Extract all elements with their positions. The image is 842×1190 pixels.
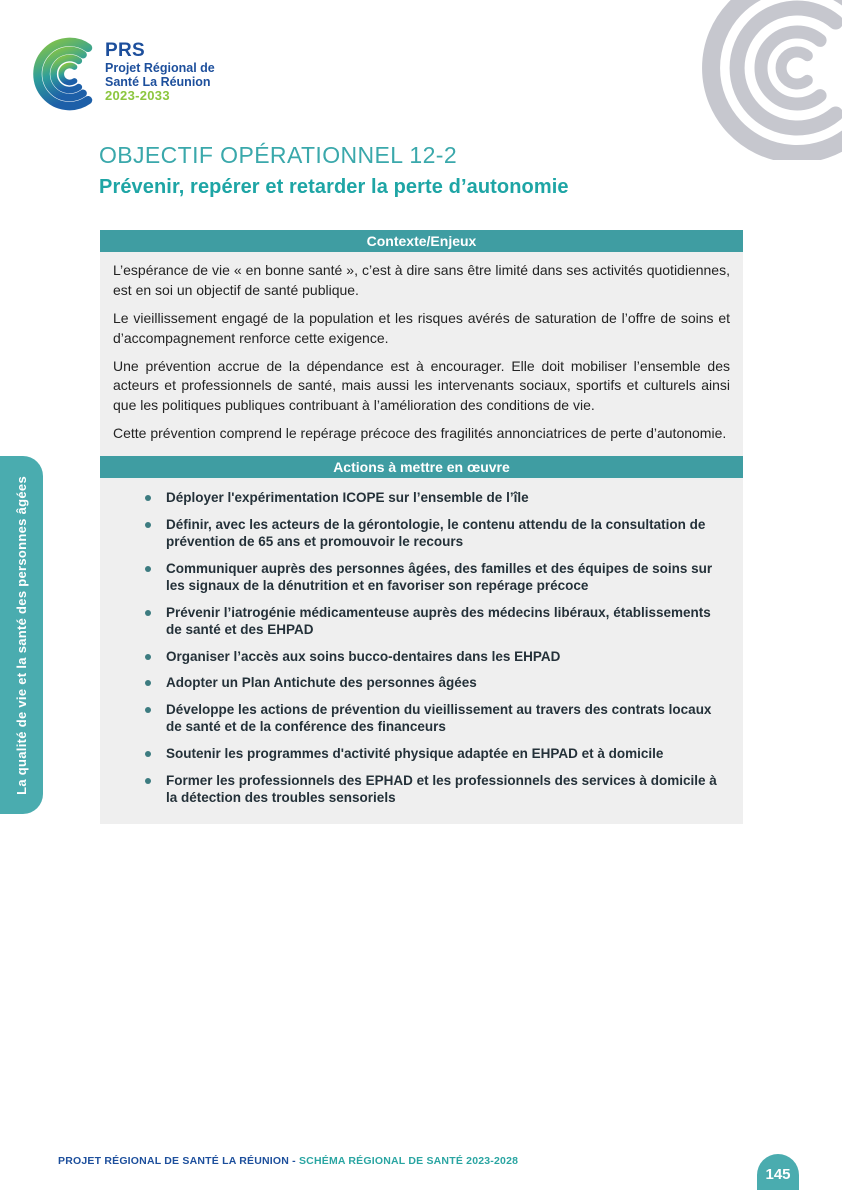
logo-line1: Projet Régional de xyxy=(105,61,215,76)
action-text: Définir, avec les acteurs de la gérontologie, le contenu attendu de la consultation de prévention de 65 ans et promouvoir le recours xyxy=(166,516,706,550)
action-list-item xyxy=(113,516,730,551)
context-section-header: Contexte/Enjeux xyxy=(100,230,743,252)
prs-logo-text xyxy=(105,32,215,116)
footer-document-title: PROJET RÉGIONAL DE SANTÉ LA RÉUNION - xyxy=(58,1155,299,1167)
action-list-item xyxy=(113,489,730,507)
footer-schema-title: SCHÉMA RÉGIONAL DE SANTÉ 2023-2028 xyxy=(298,1155,519,1167)
bullet-icon xyxy=(145,654,151,660)
action-list-item xyxy=(113,772,730,807)
action-text: Déployer l'expérimentation ICOPE sur l’ensemble de l’île xyxy=(166,490,529,505)
objective-label: OBJECTIF OPÉRATIONNEL 12-2 xyxy=(99,142,458,168)
page-title: Prévenir, repérer et retarder la perte d’autonomie xyxy=(99,176,569,198)
page-number-badge: 145 xyxy=(757,1154,799,1190)
chapter-side-tab xyxy=(0,456,43,814)
action-text: Communiquer auprès des personnes âgées, des familles et des équipes de soins sur les signaux de la dénutrition et en favoriser son repérage précoce xyxy=(166,560,713,594)
action-text: Organiser l’accès aux soins bucco-dentaires dans les EHPAD xyxy=(166,648,561,664)
prs-logo-icon xyxy=(30,32,96,116)
bullet-icon xyxy=(145,495,151,501)
bullet-icon xyxy=(145,751,151,757)
action-list-item xyxy=(113,701,730,736)
logo-acronym: PRS xyxy=(105,40,145,61)
prs-logo xyxy=(30,32,215,116)
action-text: Former les professionnels des EPHAD et les professionnels des services à domicile à la détection des troubles sensoriels xyxy=(166,772,717,806)
bullet-icon xyxy=(145,680,151,686)
bullet-icon xyxy=(145,707,151,713)
footer xyxy=(58,1155,518,1167)
bullet-icon xyxy=(145,566,151,572)
action-list-item xyxy=(113,745,730,763)
actions-section-header: Actions à mettre en œuvre xyxy=(100,456,743,478)
context-paragraph: Une prévention accrue de la dépendance est à encourager. Elle doit mobiliser l’ensemble des acteurs et professionnels de santé, mais aussi les intervenants sociaux, sportifs et culturels ainsi que les politiques publiques contribuant à l’amélioration des conditions de vie. xyxy=(113,357,730,414)
actions-section-body xyxy=(100,478,743,824)
action-text: Développe les actions de prévention du vieillissement au travers des contrats locaux de santé et de la conférence des financeurs xyxy=(166,701,712,735)
action-list-item xyxy=(113,648,730,666)
context-paragraph: Cette prévention comprend le repérage précoce des fragilités annonciatrices de perte d’autonomie. xyxy=(113,425,727,442)
context-paragraph: Le vieillissement engagé de la population et les risques avérés de saturation de l’offre de soins et d’accompagnement renforce cette exigence. xyxy=(113,309,730,346)
action-text: Prévenir l’iatrogénie médicamenteuse auprès des médecins libéraux, établissements de santé et des EHPAD xyxy=(166,604,711,638)
main-content xyxy=(100,230,743,824)
action-text: Adopter un Plan Antichute des personnes âgées xyxy=(166,675,477,691)
logo-years: 2023-2033 xyxy=(105,88,170,104)
bullet-icon xyxy=(145,522,151,528)
bullet-icon xyxy=(145,778,151,784)
action-text: Soutenir les programmes d'activité physique adaptée en EHPAD et à domicile xyxy=(166,746,664,762)
context-paragraph: L’espérance de vie « en bonne santé », c’est à dire sans être limité dans ses activités quotidiennes, est en soi un objectif de santé publique. xyxy=(113,262,730,298)
bullet-icon xyxy=(145,610,151,616)
context-section-body xyxy=(100,252,743,456)
action-list-item xyxy=(113,560,730,595)
chapter-side-tab-label: La qualité de vie et la santé des personnes âgées xyxy=(14,475,29,795)
logo-line2: Santé La Réunion xyxy=(105,75,211,90)
action-list-item xyxy=(113,604,730,639)
action-list-item xyxy=(113,674,730,692)
decorative-arcs-graphic xyxy=(692,0,842,160)
